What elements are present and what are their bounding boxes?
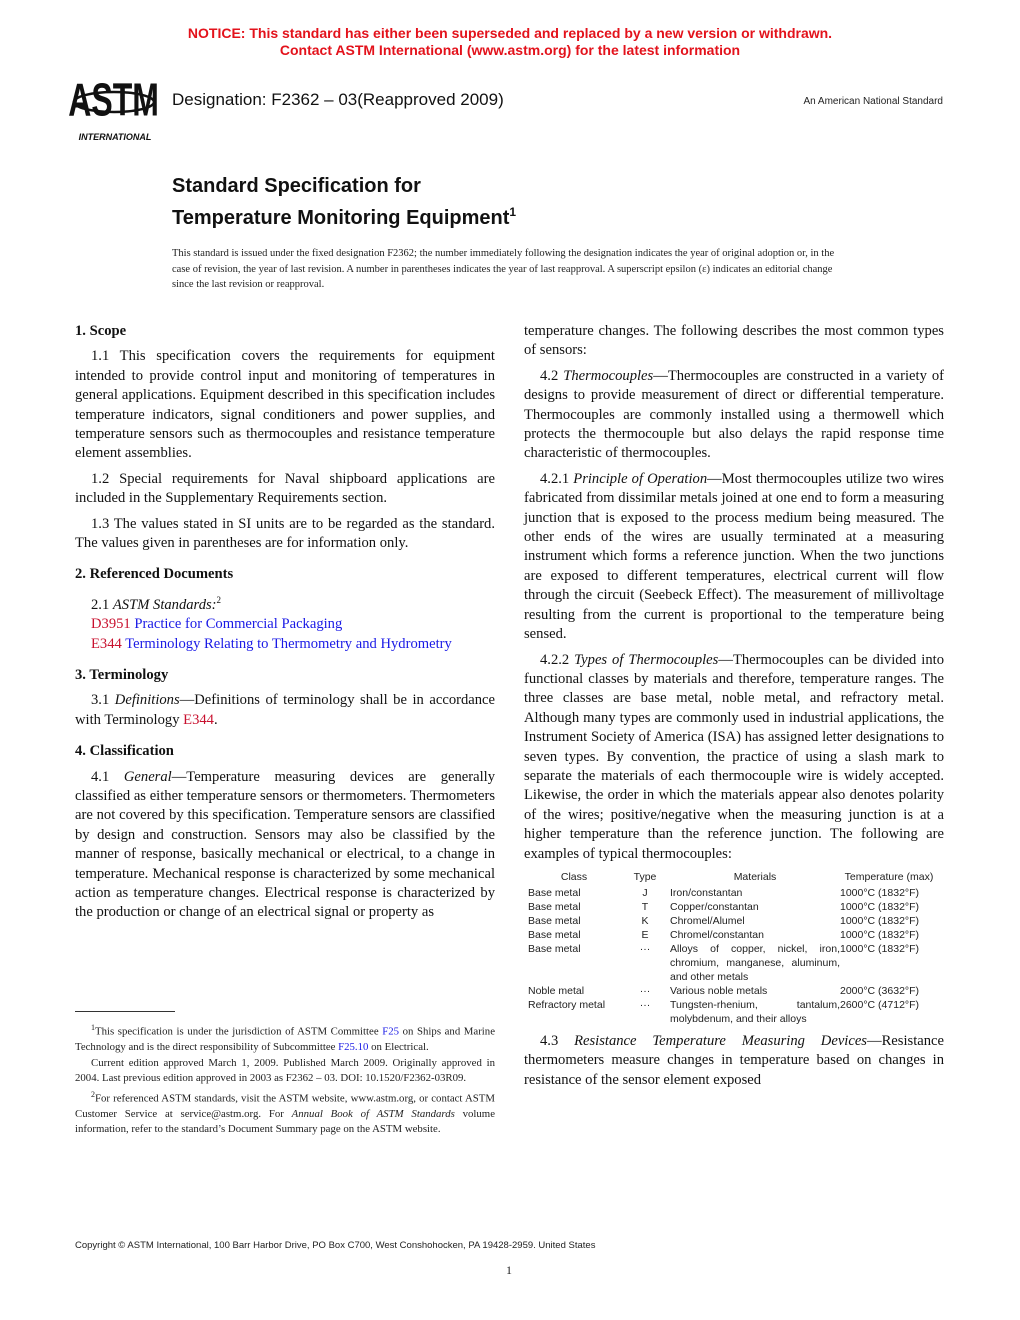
footnotes — [75, 1020, 495, 1138]
designation: Designation: F2362 – 03(Reapproved 2009) — [172, 90, 504, 109]
right-column — [524, 322, 944, 1096]
section-heading-classification: 4. Classification — [75, 743, 174, 760]
left-column — [75, 322, 495, 929]
paragraph-4-2: 4.2 Thermocouples—Thermocouples are constructed in a variety of designs to provide measurement of direct or differential temperature. Thermocouples are commonly installed using a thermowell which protects the thermocouple but also delays the rapid response time characteristic of thermocouples. — [524, 367, 944, 462]
footnote-2: $^2$For referenced ASTM standards, visit the ASTM website, www.astm.org, or contact ASTM Customer Service at service@astm.org. For Annual Book of ASTM Standards volume information, refer to the standard’s Document Summary page on the ASTM website. — [75, 1089, 495, 1136]
table-row: Base metal T Copper/constantan 1000°C (1832°F) — [528, 900, 920, 913]
reference-title[interactable]: Practice for Commercial Packaging — [134, 616, 343, 633]
reference-code[interactable]: E344 — [91, 635, 122, 652]
astm-logo-icon — [68, 72, 163, 144]
terminology-link-e344[interactable]: E344 — [183, 711, 214, 728]
astm-logo — [68, 72, 163, 144]
table-row: Base metal J Iron/constantan 1000°C (1832°F) — [528, 886, 920, 899]
reference-item[interactable] — [75, 635, 495, 654]
paragraph-4-1: 4.1 General—Temperature measuring devices are generally classified as either temperature sensors or thermometers. Thermometers are not covered by this specification. Temperature sensors are classified by design and construction. Sensors may also be classified by the manner of response, basically mechanical or electrical, to a change in temperature. Mechanical response is characterized by some mechanical action as temperature changes. Electrical response is characterized by the production or change of an electrical signal or property as — [75, 768, 495, 921]
title-line-2: Temperature Monitoring Equipment — [172, 207, 510, 229]
copyright: Copyright © ASTM International, 100 Barr Harbor Drive, PO Box C700, West Conshohocken, PA 19428-2959. United States — [75, 1240, 596, 1251]
paragraph-4-1-continued: temperature changes. The following describes the most common types of sensors: — [524, 323, 944, 359]
paragraph-4-3: 4.3 Resistance Temperature Measuring Devices—Resistance thermometers measure changes in temperature based on changes in resistance of the sensor element exposed — [524, 1032, 944, 1088]
national-standard-label: An American National Standard — [803, 96, 943, 107]
title-footnote-mark[interactable]: 1 — [509, 205, 517, 219]
column-header-type: Type — [633, 870, 657, 883]
paragraph-4-2-1: 4.2.1 Principle of Operation—Most thermocouples utilize two wires fabricated from dissimilar metals joined at one end to form a measuring junction that is exposed to the process medium being measured. The other ends of the wires are usually terminated at a measuring instrument which forms a reference junction. When the two junctions are exposed to different temperatures, electrical current will flow through the circuit (Seebeck Effect). The measurement of millivoltage resulting from the current is proportional to the temperature being sensed. — [524, 470, 944, 643]
svg-text:ASTM: ASTM — [68, 75, 159, 127]
footnote-mark-2[interactable]: 2 — [216, 594, 222, 605]
astm-standards-label: ASTM Standards: — [112, 596, 217, 613]
section-heading-referenced-documents: 2. Referenced Documents — [75, 566, 234, 583]
document-title — [172, 173, 516, 231]
edition-note: Current edition approved March 1, 2009. Published March 2009. Originally approved in 2004. Last previous edition approved in 2003 as F2362 – 03. DOI: 10.1520/F2362-03R09. — [75, 1056, 495, 1085]
footnote-1: $^1$This specification is under the jurisdiction of ASTM Committee F25 on Ships and Marine Technology and is the direct responsibility of Subcommittee F25.10 on Electrical. — [75, 1023, 495, 1054]
notice-line-2: Contact ASTM International (www.astm.org) for the latest information — [279, 42, 741, 58]
table-row: Base metal ··· Alloys of copper, nickel, iron, chromium, manganese, aluminum, and other metals 1000°C (1832°F) — [528, 942, 920, 983]
section-heading-terminology: 3. Terminology — [75, 666, 169, 683]
table-row: Base metal E Chromel/constantan 1000°C (1832°F) — [528, 928, 920, 941]
paragraph-1-2: 1.2 Special requirements for Naval shipboard applications are included in the Supplementary Requirements section. — [75, 470, 495, 507]
footnote-divider — [75, 1011, 175, 1012]
table-row: Base metal K Chromel/Alumel 1000°C (1832°F) — [528, 914, 920, 927]
table-row: Refractory metal ··· Tungsten-rhenium, tantalum, molybdenum, and their alloys 2600°C (4712°F) — [528, 998, 920, 1025]
column-header-materials: Materials — [733, 870, 777, 883]
page-number: 1 — [506, 1263, 512, 1277]
thermocouple-table — [528, 870, 938, 1026]
withdrawal-notice — [0, 25, 1020, 59]
preamble: This standard is issued under the fixed designation F2362; the number immediately following the designation indicates the year of original adoption or, in the case of revision, the year of last revision. A number in parentheses indicates the year of last reapproval. A superscript epsilon (ε) indicates an editorial change since the last revision or reapproval. — [172, 248, 835, 290]
column-header-temperature: Temperature (max) — [844, 870, 934, 883]
notice-line-1: NOTICE: This standard has either been superseded and replaced by a new version or withdrawn. — [187, 25, 833, 41]
reference-item[interactable] — [75, 615, 495, 634]
paragraph-1-1: 1.1 This specification covers the requirements for equipment intended to provide control input and monitoring of temperatures in general applications. Equipment described in this specification includes temperature indicators, signal conditioners and power supplies, and temperature sensors such as thermocouples and resistance temperature element assemblies. — [75, 348, 495, 462]
reference-code[interactable]: D3951 — [91, 616, 131, 633]
column-header-class: Class — [560, 870, 588, 883]
svg-text:INTERNATIONAL: INTERNATIONAL — [78, 132, 152, 142]
table-row: Noble metal ··· Various noble metals 2000°C (3632°F) — [528, 984, 920, 997]
paragraph-1-3: 1.3 The values stated in SI units are to be regarded as the standard. The values given in parentheses are for information only. — [75, 515, 495, 552]
subcommittee-link-f25-10[interactable]: F25.10 — [338, 1041, 369, 1054]
table-header-row — [528, 870, 938, 886]
title-line-1: Standard Specification for — [172, 175, 421, 197]
paragraph-4-2-2: 4.2.2 Types of Thermocouples—Thermocouples can be divided into functional classes by materials and therefore, temperature ranges. The three classes are base metal, noble metal, and refractory metal. Although many types are commonly used in industrial applications, the Instrument Society of America (ISA) has assigned letter designations to seven types. By convention, the practice of using a slash mark to separate the materials of each thermocouple wire is widely accepted. Likewise, the order in which the materials appear also denotes polarity of the wires; positive/negative when the measuring junction is at a higher temperature than the reference junction. The following are examples of typical thermocouples: — [524, 651, 944, 862]
reference-title[interactable]: Terminology Relating to Thermometry and Hydrometry — [125, 635, 452, 652]
section-heading-scope: 1. Scope — [75, 323, 127, 339]
paragraph-2-1: 2.1 ASTM Standards:$^2$ — [91, 594, 222, 613]
committee-link-f25[interactable]: F25 — [382, 1025, 400, 1038]
paragraph-3-1: 3.1 Definitions—Definitions of terminology shall be in accordance with Terminology E344. — [75, 692, 496, 728]
